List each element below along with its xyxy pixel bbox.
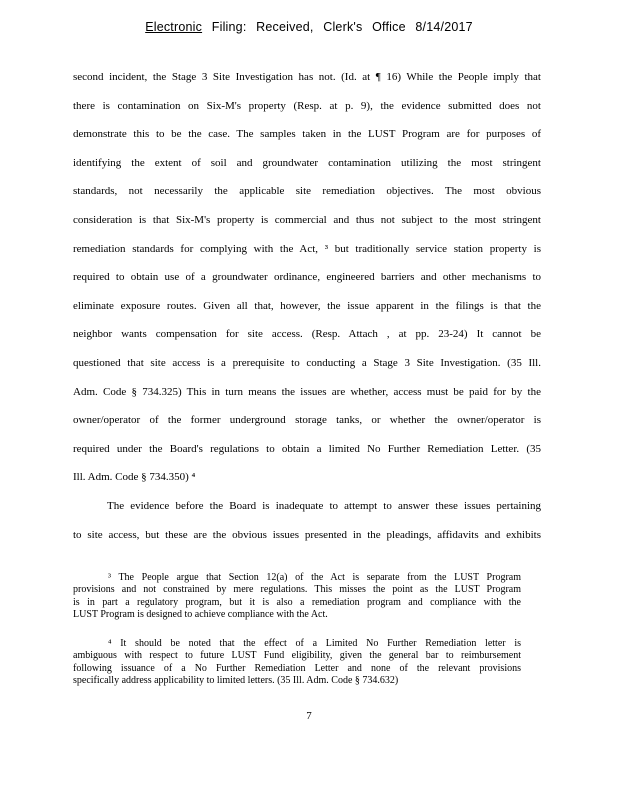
footnotes [73,572,521,687]
body-line: remediation standards for complying with the Act, ³ but traditionally service station property is [73,242,541,255]
body-line: questioned that site access is a prerequisite to conducting a Stage 3 Site Investigation. (35 Ill. [73,356,541,369]
footnote-3 [73,572,521,621]
footnote-line: ambiguous with respect to future LUST Fund eligibility, given the general bar to reimbursement [73,650,521,662]
body-line: neighbor wants compensation for site access. (Resp. Attach , at pp. 23-24) It cannot be [73,328,541,341]
body-line: to site access, but these are the obvious issues presented in the pleadings, affidavits and exhibits [73,528,541,541]
footnote-4 [73,638,521,687]
body-line: eliminate exposure routes. Given all that, however, the issue apparent in the filings is that the [73,299,541,312]
body-line: standards, not necessarily the applicable site remediation objectives. The most obvious [73,185,541,198]
body-line: second incident, the Stage 3 Site Investigation has not. (Id. at ¶ 16) While the People imply that [73,71,541,83]
page-number: 7 [306,710,312,722]
body-line: owner/operator of the former underground storage tanks, or whether the owner/operator is [73,414,541,427]
body-line: consideration is that Six-M's property is commercial and thus not subject to the most stringent [73,213,541,226]
filing-stamp-text: Filing: Received, Clerk's Office 8/14/2017 [202,20,473,34]
footnote-line: ³ The People argue that Section 12(a) of the Act is separate from the LUST Program [108,572,521,583]
footnote-line: is in part a regulatory program, but it is also a remediation program and compliance with the [73,596,521,608]
body-line: demonstrate this to be the case. The samples taken in the LUST Program are for purposes of [73,128,541,141]
filing-stamp-header [0,20,618,34]
body-line: Adm. Code § 734.325) This in turn means the issues are whether, access must be paid for by the [73,385,541,398]
body-line: The evidence before the Board is inadequate to attempt to answer these issues pertaining [107,499,541,512]
footnote-line: specifically address applicability to limited letters. (35 Ill. Adm. Code § 734.632) [73,675,399,687]
electronic-label: Electronic [145,20,203,34]
footnote-line: following issuance of a No Further Remediation Letter and none of the relevant provisions [73,662,521,674]
footnote-line: ⁴ It should be noted that the effect of a Limited No Further Remediation letter is [108,638,521,650]
body-line: required to obtain use of a groundwater ordinance, engineered barriers and other mechanisms to [73,271,541,284]
body-line: Ill. Adm. Code § 734.350) ⁴ [73,471,196,484]
body-line: identifying the extent of soil and groundwater contamination utilizing the most stringent [73,156,541,169]
body-text [73,70,541,556]
body-line: required under the Board's regulations to obtain a limited No Further Remediation Letter. (35 [73,442,541,455]
footnote-line: LUST Program is designed to achieve compliance with the Act. [73,608,328,620]
body-line: there is contamination on Six-M's property (Resp. at p. 9), the evidence submitted does not [73,99,541,112]
footnote-line: provisions and not constrained by mere regulations. This misses the point as the LUST Program [73,584,521,596]
